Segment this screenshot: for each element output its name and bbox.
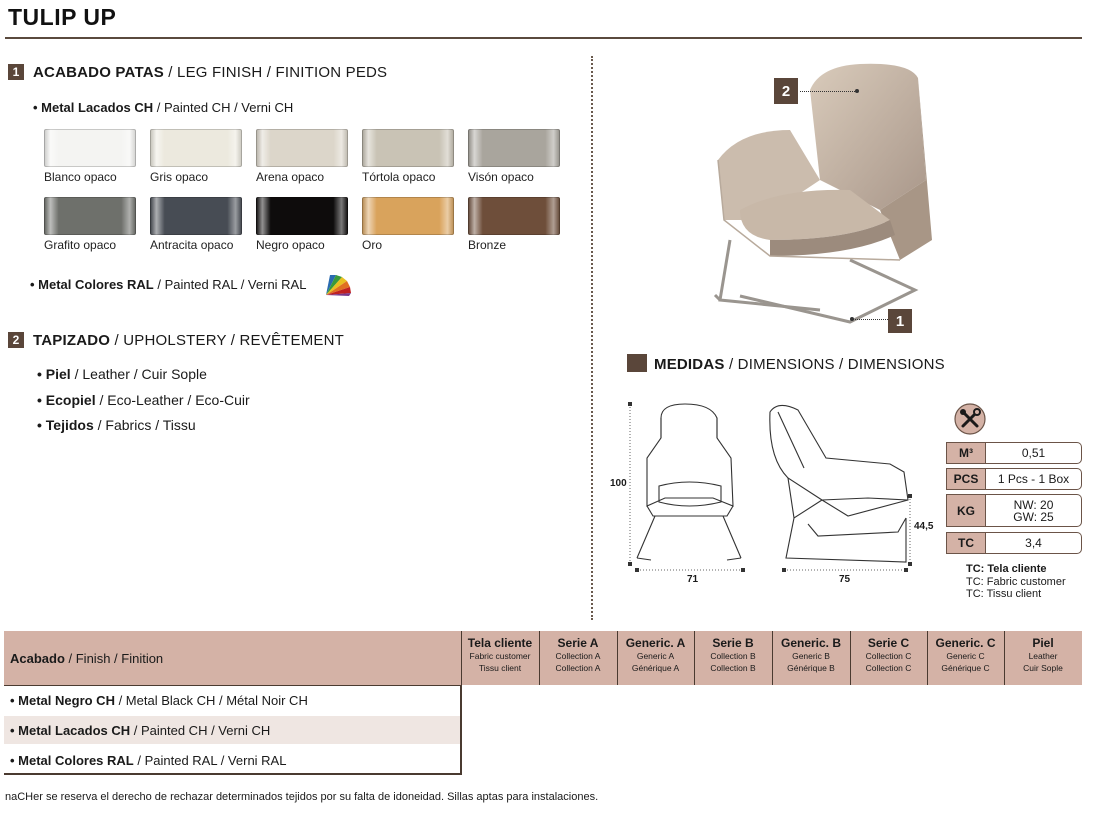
- column-main: Generic. A: [625, 636, 686, 650]
- table-row-rest: / Metal Black CH / Métal Noir CH: [114, 693, 308, 708]
- column-sub1: Generic B: [792, 651, 830, 661]
- table-column-header: [461, 636, 539, 682]
- color-swatch: [150, 129, 242, 167]
- table-row-bold: • Metal Lacados CH: [10, 723, 131, 738]
- color-swatch: [468, 197, 560, 235]
- upholstery-item: [37, 392, 250, 408]
- dim-seat-height: 44,5: [914, 521, 934, 532]
- ral-fan-icon: [322, 271, 354, 297]
- column-separator: [694, 631, 695, 685]
- spec-key: M³: [946, 442, 986, 464]
- table-row-rest: / Painted CH / Verni CH: [130, 723, 271, 738]
- finish-header-bold: Acabado: [10, 651, 65, 666]
- swatch-label: Oro: [362, 238, 383, 252]
- spec-value: 0,51: [986, 442, 1082, 464]
- leg-finish-heading: [33, 64, 387, 81]
- column-main: Serie A: [557, 636, 599, 650]
- column-main: Piel: [1032, 636, 1054, 650]
- tools-icon: [954, 403, 986, 435]
- upholstery-item-bold: • Ecopiel: [37, 392, 96, 408]
- swatch-label: Tórtola opaco: [362, 170, 436, 184]
- color-swatch: [468, 129, 560, 167]
- color-swatch: [362, 129, 454, 167]
- swatch-label: Arena opaco: [256, 170, 325, 184]
- dimensions-heading: [654, 356, 945, 373]
- column-sub2: Collection B: [710, 663, 756, 673]
- spec-value: 3,4: [986, 532, 1082, 554]
- callout-1-dot: [850, 317, 854, 321]
- spec-key: KG: [946, 494, 986, 527]
- column-divider: [591, 56, 593, 620]
- column-sub2: Générique B: [787, 663, 835, 673]
- column-sub2: Cuir Sople: [1023, 663, 1063, 673]
- column-main: Tela cliente: [467, 636, 533, 650]
- column-sub2: Collection A: [555, 663, 601, 673]
- upholstery-item-bold: • Piel: [37, 366, 71, 382]
- column-sub2: Générique A: [631, 663, 680, 673]
- callout-1: 1: [888, 309, 912, 333]
- spec-key: TC: [946, 532, 986, 554]
- swatch-label: Antracita opaco: [150, 238, 234, 252]
- page-title: TULIP UP: [8, 4, 117, 30]
- color-swatch: [44, 129, 136, 167]
- swatch-label: Negro opaco: [256, 238, 325, 252]
- dimensions-heading-rest: / DIMENSIONS / DIMENSIONS: [724, 356, 945, 373]
- finish-header-rest: / Finish / Finition: [64, 651, 164, 666]
- table-row: [10, 693, 308, 708]
- swatch-label: Visón opaco: [468, 170, 534, 184]
- callout-2-dot: [855, 89, 859, 93]
- table-column-header: [539, 636, 617, 682]
- column-separator: [927, 631, 928, 685]
- dimensions-marker: [627, 354, 647, 372]
- metal-lacados-bold: • Metal Lacados CH: [33, 100, 154, 115]
- upholstery-heading-rest: / UPHOLSTERY / REVÊTEMENT: [110, 332, 345, 349]
- metal-lacados-line: [33, 100, 293, 115]
- table-row-bold: • Metal Negro CH: [10, 693, 115, 708]
- upholstery-item: [37, 417, 196, 433]
- front-view-drawing: [625, 398, 755, 578]
- table-row-rest: / Painted RAL / Verni RAL: [133, 753, 287, 768]
- column-sub2: Générique C: [941, 663, 990, 673]
- metal-colores-rest: / Painted RAL / Verni RAL: [153, 277, 307, 292]
- callout-2: 2: [774, 78, 798, 104]
- dim-height: 100: [610, 478, 627, 489]
- metal-colores-bold: • Metal Colores RAL: [30, 277, 154, 292]
- upholstery-item-bold: • Tejidos: [37, 417, 94, 433]
- color-swatch: [150, 197, 242, 235]
- tc-note-line: TC: Tissu client: [966, 588, 1042, 600]
- column-sub2: Tissu client: [478, 663, 522, 673]
- tc-notes: [966, 563, 1066, 601]
- column-separator: [772, 631, 773, 685]
- column-sub1: Collection B: [710, 651, 756, 661]
- column-separator: [461, 631, 462, 685]
- tc-note-line: TC: Tela cliente: [966, 563, 1047, 575]
- chair-photo: [700, 60, 940, 340]
- table-rule-top: [4, 685, 462, 686]
- footnote: naCHer se reserva el derecho de rechazar determinados tejidos por su falta de idoneidad. Sillas aptas para instalaciones.: [5, 791, 599, 803]
- column-main: Generic. C: [935, 636, 996, 650]
- color-swatch: [256, 129, 348, 167]
- column-sub1: Generic C: [946, 651, 985, 661]
- column-separator: [850, 631, 851, 685]
- swatch-label: Bronze: [468, 238, 507, 252]
- table-column-header: [850, 636, 927, 682]
- section-number-2: 2: [8, 332, 24, 348]
- spec-key: PCS: [946, 468, 986, 490]
- spec-value: 1 Pcs - 1 Box: [986, 468, 1082, 490]
- table-column-header: [694, 636, 772, 682]
- spec-row-pcs: [946, 468, 1082, 490]
- dim-depth: 75: [839, 574, 851, 585]
- title-rule: [5, 37, 1082, 39]
- column-sub1: Collection C: [865, 651, 912, 661]
- upholstery-heading: [33, 332, 344, 349]
- column-sub1: Fabric customer: [469, 651, 531, 661]
- table-column-header: [927, 636, 1004, 682]
- color-swatch: [362, 197, 454, 235]
- table-row: [10, 723, 270, 738]
- table-rule-bottom: [4, 773, 462, 775]
- swatch-label: Blanco opaco: [44, 170, 117, 184]
- column-sub1: Leather: [1028, 651, 1058, 661]
- swatch-label: Grafito opaco: [44, 238, 117, 252]
- metal-lacados-rest: / Painted CH / Verni CH: [153, 100, 294, 115]
- leg-finish-heading-rest: / LEG FINISH / FINITION PEDS: [163, 64, 388, 81]
- column-sub1: Generic A: [636, 651, 675, 661]
- tc-note-line: TC: Fabric customer: [966, 575, 1066, 588]
- upholstery-item: [37, 366, 207, 382]
- section-number-1: 1: [8, 64, 24, 80]
- table-row-bold: • Metal Colores RAL: [10, 753, 134, 768]
- column-separator: [539, 631, 540, 685]
- column-separator: [1004, 631, 1005, 685]
- upholstery-item-rest: / Leather / Cuir Sople: [70, 366, 207, 382]
- upholstery-item-rest: / Eco-Leather / Eco-Cuir: [95, 392, 250, 408]
- table-row-divider: [460, 685, 462, 774]
- table-row: [10, 753, 286, 768]
- metal-colores-line: [30, 277, 306, 292]
- column-main: Generic. B: [780, 636, 842, 650]
- spec-value: NW: 20 GW: 25: [986, 494, 1082, 527]
- callout-2-leader: [800, 91, 857, 92]
- table-column-header: [1004, 636, 1082, 682]
- column-main: Serie C: [867, 636, 910, 650]
- column-sub1: Collection A: [555, 651, 601, 661]
- table-column-header: [617, 636, 694, 682]
- upholstery-heading-bold: TAPIZADO: [33, 332, 111, 349]
- spec-row-tc: [946, 532, 1082, 554]
- spec-row-m3: [946, 442, 1082, 464]
- upholstery-item-rest: / Fabrics / Tissu: [93, 417, 196, 433]
- color-swatch: [44, 197, 136, 235]
- finish-header: [10, 651, 163, 666]
- dim-width: 71: [687, 574, 699, 585]
- color-swatch: [256, 197, 348, 235]
- side-view-drawing: [758, 398, 918, 578]
- dimensions-heading-bold: MEDIDAS: [654, 356, 725, 373]
- table-column-header: [772, 636, 850, 682]
- spec-row-kg: [946, 494, 1082, 527]
- column-main: Serie B: [712, 636, 754, 650]
- column-separator: [617, 631, 618, 685]
- leg-finish-heading-bold: ACABADO PATAS: [33, 64, 164, 81]
- column-sub2: Collection C: [865, 663, 912, 673]
- swatch-label: Gris opaco: [150, 170, 209, 184]
- callout-1-leader: [853, 319, 888, 320]
